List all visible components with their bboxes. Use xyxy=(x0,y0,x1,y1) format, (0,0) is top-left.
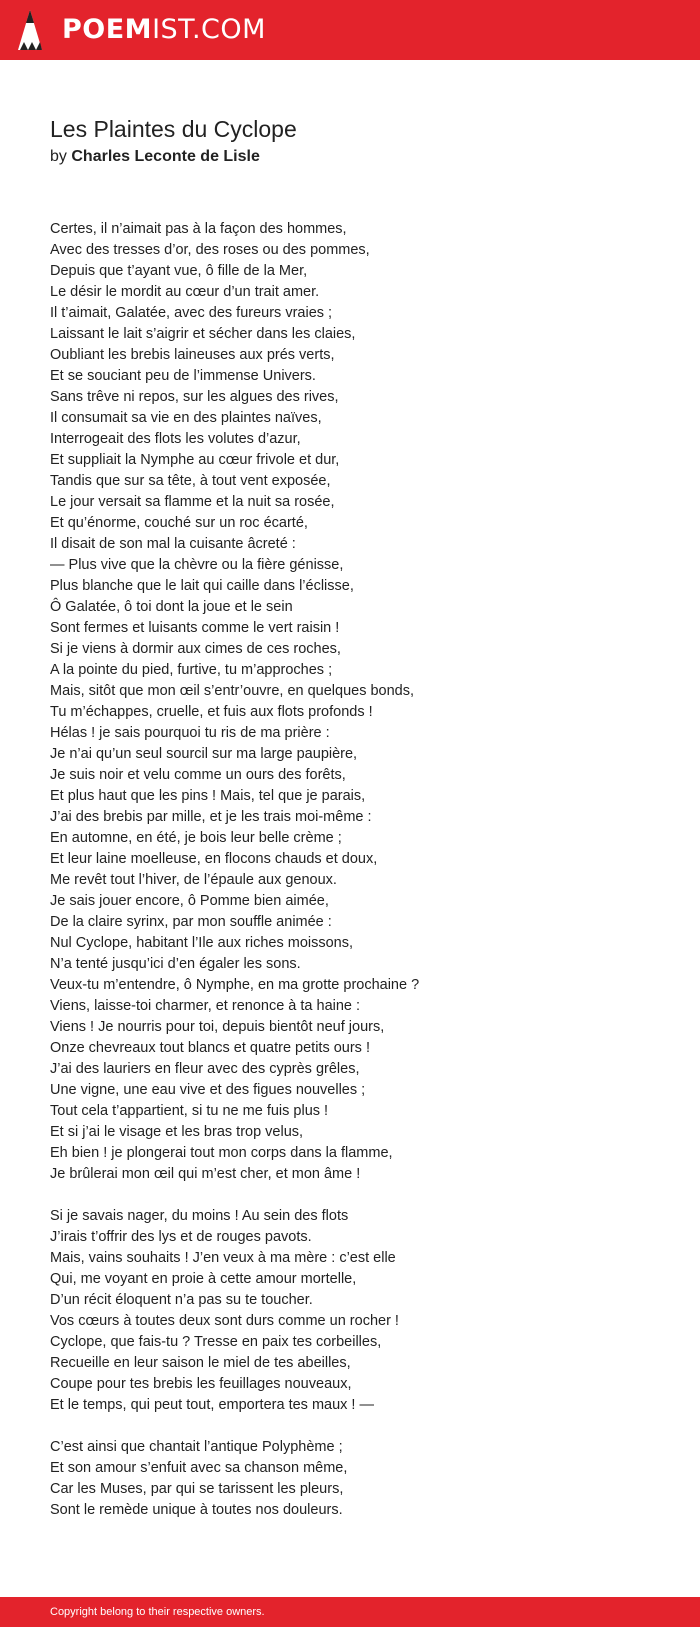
poem-line: Depuis que t’ayant vue, ô fille de la Mer, xyxy=(50,263,308,279)
poem-line: Oubliant les brebis laineuses aux prés verts, xyxy=(50,347,335,363)
poem-line: Vos cœurs à toutes deux sont durs comme un rocher ! xyxy=(50,1313,399,1329)
poem-line: J’irais t’offrir des lys et de rouges pavots. xyxy=(50,1229,312,1245)
site-header xyxy=(0,0,700,60)
poem-line: Me revêt tout l’hiver, de l’épaule aux genoux. xyxy=(50,872,337,888)
poem-line: Et le temps, qui peut tout, emportera tes maux ! — xyxy=(50,1397,374,1413)
poem-line: Viens, laisse-toi charmer, et renonce à ta haine : xyxy=(50,998,361,1014)
poem-line: Qui, me voyant en proie à cette amour mortelle, xyxy=(50,1271,357,1287)
poem-line: Je sais jouer encore, ô Pomme bien aimée, xyxy=(50,893,329,909)
poem-stanza xyxy=(50,219,650,1185)
poem-line: Plus blanche que le lait qui caille dans l’éclisse, xyxy=(50,578,354,594)
poem-line: D’un récit éloquent n’a pas su te toucher. xyxy=(50,1292,313,1308)
poem-line: Et se souciant peu de l’immense Univers. xyxy=(50,368,316,384)
poem-line: Avec des tresses d’or, des roses ou des pommes, xyxy=(50,242,370,258)
poem-line: Hélas ! je sais pourquoi tu ris de ma prière : xyxy=(50,725,330,741)
poem-line: N’a tenté jusqu’ici d’en égaler les sons. xyxy=(50,956,301,972)
poem-line: Et si j’ai le visage et les bras trop velus, xyxy=(50,1124,304,1140)
poem-stanza xyxy=(50,1206,650,1416)
poem-line: Tandis que sur sa tête, à tout vent exposée, xyxy=(50,473,331,489)
poem-line: Laissant le lait s’aigrir et sécher dans les claies, xyxy=(50,326,356,342)
poem-line: Le jour versait sa flamme et la nuit sa rosée, xyxy=(50,494,335,510)
poem-line: Viens ! Je nourris pour toi, depuis bientôt neuf jours, xyxy=(50,1019,385,1035)
poem-line: Si je viens à dormir aux cimes de ces roches, xyxy=(50,641,341,657)
poem-line: Je n’ai qu’un seul sourcil sur ma large paupière, xyxy=(50,746,358,762)
poem-line: Ô Galatée, ô toi dont la joue et le sein xyxy=(50,599,293,615)
poem-line: Cyclope, que fais-tu ? Tresse en paix tes corbeilles, xyxy=(50,1334,382,1350)
site-logo[interactable] xyxy=(62,12,266,48)
poem-line: Recueille en leur saison le miel de tes abeilles, xyxy=(50,1355,351,1371)
pencil-icon[interactable] xyxy=(16,8,44,52)
poem-line: Et son amour s’enfuit avec sa chanson même, xyxy=(50,1460,348,1476)
site-footer xyxy=(0,1597,700,1627)
poem-line: Sans trêve ni repos, sur les algues des rives, xyxy=(50,389,339,405)
poem-line: Coupe pour tes brebis les feuillages nouveaux, xyxy=(50,1376,352,1392)
poem-line: Mais, vains souhaits ! J’en veux à ma mère : c’est elle xyxy=(50,1250,396,1266)
poem-line: Il consumait sa vie en des plaintes naïves, xyxy=(50,410,322,426)
poem-line: Car les Muses, par qui se tarissent les pleurs, xyxy=(50,1481,344,1497)
by-label: by xyxy=(50,148,67,165)
poem-heading xyxy=(50,114,650,168)
poem-line: Eh bien ! je plongerai tout mon corps dans la flamme, xyxy=(50,1145,393,1161)
poem-title: Les Plaintes du Cyclope xyxy=(50,116,297,142)
poem-line: A la pointe du pied, furtive, tu m’approches ; xyxy=(50,662,333,678)
poem-line: Interrogeait des flots les volutes d’azur, xyxy=(50,431,301,447)
poem-line: Veux-tu m’entendre, ô Nymphe, en ma grotte prochaine ? xyxy=(50,977,420,993)
copyright-text: Copyright belong to their respective owners. xyxy=(50,1606,265,1618)
poem-stanza xyxy=(50,1437,650,1521)
poem-line: Et suppliait la Nymphe au cœur frivole et dur, xyxy=(50,452,340,468)
poem-body xyxy=(50,219,650,1542)
poem-line: J’ai des lauriers en fleur avec des cyprès grêles, xyxy=(50,1061,360,1077)
poem-line: Nul Cyclope, habitant l’Ile aux riches moissons, xyxy=(50,935,354,951)
poem-line: Mais, sitôt que mon œil s’entr’ouvre, en quelques bonds, xyxy=(50,683,415,699)
poem-line: En automne, en été, je bois leur belle crème ; xyxy=(50,830,342,846)
author-name: Charles Leconte de Lisle xyxy=(71,148,260,165)
poem-line: Il disait de son mal la cuisante âcreté : xyxy=(50,536,296,552)
poem-line: Une vigne, une eau vive et des figues nouvelles ; xyxy=(50,1082,366,1098)
poem-line: Et leur laine moelleuse, en flocons chauds et doux, xyxy=(50,851,378,867)
poem-line: Tout cela t’appartient, si tu ne me fuis plus ! xyxy=(50,1103,329,1119)
poem-line: Je brûlerai mon œil qui m’est cher, et mon âme ! xyxy=(50,1166,361,1182)
poem-line: Le désir le mordit au cœur d’un trait amer. xyxy=(50,284,320,300)
poem-line: Tu m’échappes, cruelle, et fuis aux flots profonds ! xyxy=(50,704,373,720)
poem-line: Certes, il n’aimait pas à la façon des hommes, xyxy=(50,221,347,237)
poem-line: Sont le remède unique à toutes nos douleurs. xyxy=(50,1502,343,1518)
poem-line: De la claire syrinx, par mon souffle animée : xyxy=(50,914,332,930)
poem-line: Je suis noir et velu comme un ours des forêts, xyxy=(50,767,346,783)
poem-line: Onze chevreaux tout blancs et quatre petits ours ! xyxy=(50,1040,370,1056)
byline xyxy=(50,146,650,168)
poem-line: C’est ainsi que chantait l’antique Polyphème ; xyxy=(50,1439,343,1455)
poem-line: Il t’aimait, Galatée, avec des fureurs vraies ; xyxy=(50,305,333,321)
logo-text-bold: POEM xyxy=(62,14,153,45)
poem-line: Et qu’énorme, couché sur un roc écarté, xyxy=(50,515,308,531)
poem-line: J’ai des brebis par mille, et je les trais moi-même : xyxy=(50,809,372,825)
poem-line: — Plus vive que la chèvre ou la fière génisse, xyxy=(50,557,344,573)
poem-line: Sont fermes et luisants comme le vert raisin ! xyxy=(50,620,340,636)
logo-text-light: IST.COM xyxy=(152,14,266,45)
poem-line: Et plus haut que les pins ! Mais, tel que je parais, xyxy=(50,788,366,804)
poem-line: Si je savais nager, du moins ! Au sein des flots xyxy=(50,1208,349,1224)
